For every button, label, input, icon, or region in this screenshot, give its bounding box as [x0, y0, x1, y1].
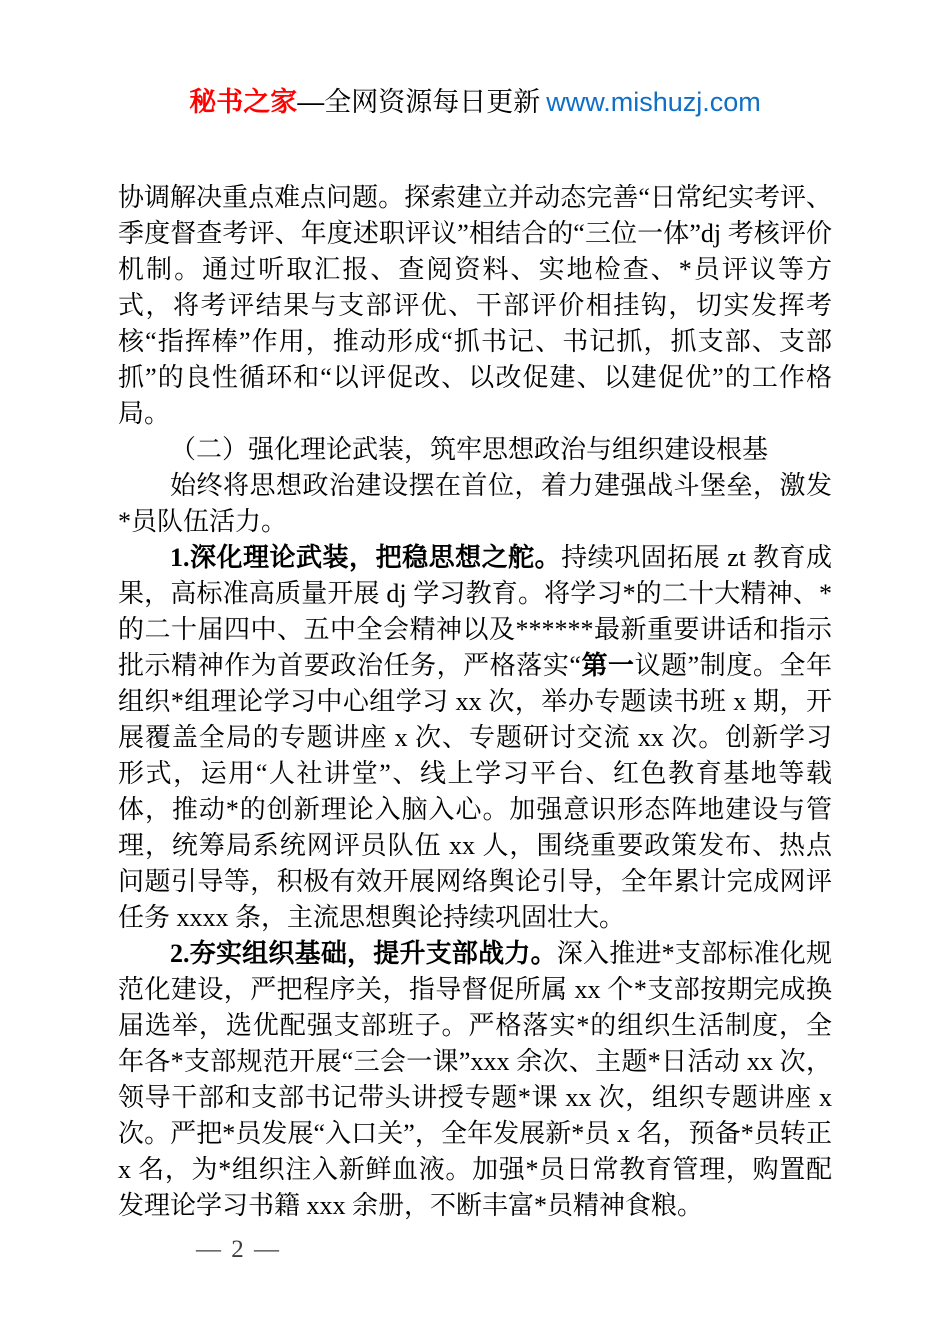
bold-text-run: 2.夯实组织基础，提升支部战力。	[170, 939, 557, 968]
text-run: 深入推进*支部标准化规范化建设，严把程序关，指导督促所属 xx 个*支部按期完成换届选举，选优配强支部班子。严格落实*的组织生活制度，全年各*支部规范开展“三会一课”xxx 余次、主题*日活动 xx 次，领导干部和支部书记带头讲授专题*课 xx 次，组织专题讲座 x 次。严把*员发展“入口关”，全年发展新*员 x 名，预备*员转正 x 名，为*组织注入新鲜血液。加强*员日常教育管理，购置配发理论学习书籍 xxx 余册，不断丰富*员精神食粮。	[118, 939, 832, 1220]
paragraph	[118, 180, 832, 432]
paragraph	[118, 540, 832, 936]
text-run: 议题”制度。全年组织*组理论学习中心组学习 xx 次，举办专题读书班 x 期，开展覆盖全局的专题讲座 x 次、专题研讨交流 xx 次。创新学习形式，运用“人社讲堂”、线上学习平台、红色教育基地等载体，推动*的创新理论入脑入心。加强意识形态阵地建设与管理，统筹局系统网评员队伍 xx 人，围绕重要政策发布、热点问题引导等，积极有效开展网络舆论引导，全年累计完成网评任务 xxxx 条，主流思想舆论持续巩固壮大。	[118, 651, 832, 932]
document-body	[118, 180, 832, 1224]
paragraph	[118, 468, 832, 540]
page-header	[0, 0, 950, 118]
site-brand: 秘书之家	[189, 87, 298, 117]
bold-text-run: 第一	[580, 651, 635, 680]
separator-dash: —	[297, 87, 325, 117]
text-run: （二）强化理论武装，筑牢思想政治与组织建设根基	[170, 435, 769, 464]
paragraph	[118, 432, 832, 468]
site-tagline: 全网资源每日更新	[324, 87, 541, 117]
site-url[interactable]: www.mishuzj.com	[546, 87, 761, 117]
bold-text-run: 1.深化理论武装，把稳思想之舵。	[170, 543, 562, 572]
text-run: 始终将思想政治建设摆在首位，着力建强战斗堡垒，激发*员队伍活力。	[118, 471, 832, 536]
text-run: 持续巩固拓展 zt 教育成果，高标准高质量开展 dj 学习教育。将学习*的二十大精神、*的二十届四中、五中全会精神以及******最新重要讲话和指示批示精神作为首要政治任务，严格落实“	[118, 543, 832, 680]
text-run: 协调解决重点难点问题。探索建立并动态完善“日常纪实考评、季度督查考评、年度述职评议”相结合的“三位一体”dj 考核评价机制。通过听取汇报、查阅资料、实地检查、*员评议等方式，将考评结果与支部评优、干部评价相挂钩，切实发挥考核“指挥棒”作用，推动形成“抓书记、书记抓，抓支部、支部抓”的良性循环和“以评促改、以改促建、以建促优”的工作格局。	[118, 183, 832, 428]
paragraph	[118, 936, 832, 1224]
page-number: — 2 —	[196, 1236, 281, 1263]
